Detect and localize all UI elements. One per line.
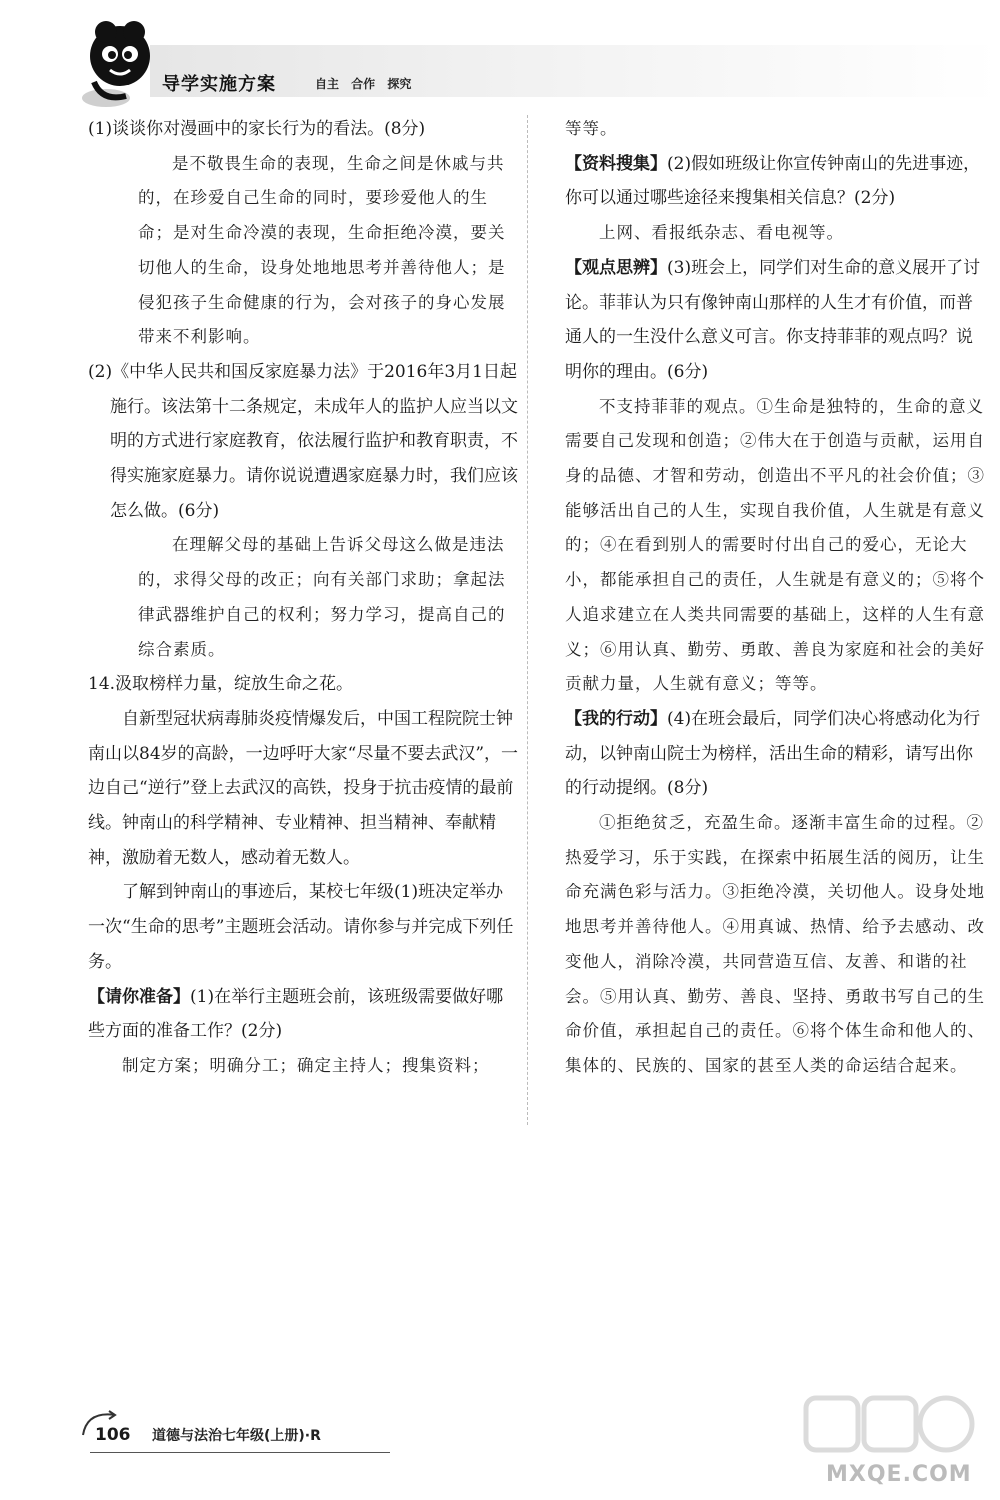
- task-1-tag: 【请你准备】: [88, 986, 190, 1007]
- question-1: (1)谈谈你对漫画中的家长行为的看法。(8分): [88, 119, 426, 139]
- mascot-icon: [72, 12, 164, 110]
- task-1: [88, 980, 520, 1049]
- task-2: [565, 147, 985, 216]
- watermark-site: MXQE.COM: [826, 1462, 972, 1487]
- header-subtitle: 自主 合作 探究: [315, 77, 412, 91]
- question-2: (2)《中华人民共和国反家庭暴力法》于2016年3月1日起施行。该法第十二条规定，未成年人的监护人应当以文明的方式进行家庭教育，依法履行监护和教育职责，不得实施家庭暴力。请你说说遭遇家庭暴力时，我们应该怎么做。(6分): [88, 361, 518, 521]
- task-3-text: (3)班会上，同学们对生命的意义展开了讨论。菲菲认为只有像钟南山那样的人生才有价值，而普通人的一生没什么意义可言。你支持菲菲的观点吗？说明你的理由。(6分): [565, 257, 981, 382]
- task-2-answer: 上网、看报纸杂志、看电视等。: [599, 223, 844, 243]
- task-4-tag: 【我的行动】: [565, 708, 667, 729]
- column-divider: [527, 115, 528, 1125]
- page-header: [0, 0, 1000, 110]
- task-4: [565, 702, 985, 806]
- continued-answer: 等等。: [565, 119, 618, 138]
- answer-1: 是不敬畏生命的表现，生命之间是休戚与共的，在珍爱自己生命的同时，要珍爱他人的生命；是对生命冷漠的表现，生命拒绝冷漠，要关切他人的生命，设身处地地思考并善待他人；是侵犯孩子生命健康的行为，会对孩子的身心发展带来不利影响。: [138, 153, 506, 347]
- task-4-answer: ①拒绝贫乏，充盈生命。逐渐丰富生命的过程。②热爱学习，乐于实践，在探索中拓展生活的阅历，让生命充满色彩与活力。③拒绝冷漠，关切他人。设身处地地思考并善待他人。④用真诚、热情、给予去感动、改变他人，消除冷漠，共同营造互信、友善、和谐的社会。⑤用认真、勤劳、善良、坚持、勇敢书写自己的生命价值，承担起自己的责任。⑥将个体生命和他人的、集体的、民族的、国家的甚至人类的命运结合起来。: [565, 813, 985, 1075]
- book-title: 道德与法治七年级(上册)·R: [152, 1428, 321, 1444]
- task-3-tag: 【观点思辨】: [565, 257, 667, 278]
- task-1-text: (1)在举行主题班会前，该班级需要做好哪些方面的准备工作？(2分): [88, 986, 504, 1042]
- task-4-text: (4)在班会最后，同学们决心将感动化为行动，以钟南山院士为榜样，活出生命的精彩，请写出你的行动提纲。(8分): [565, 708, 981, 799]
- task-2-text: (2)假如班级让你宣传钟南山的先进事迹，你可以通过哪些途径来搜集相关信息？(2分): [565, 153, 981, 209]
- answer-2: 在理解父母的基础上告诉父母这么做是违法的，求得父母的改正；向有关部门求助；拿起法律武器维护自己的权利；努力学习，提高自己的综合素质。: [138, 535, 506, 659]
- header-band: [150, 45, 1000, 97]
- task-2-tag: 【资料搜集】: [565, 153, 667, 174]
- question-14: 14.汲取榜样力量，绽放生命之花。: [88, 674, 354, 695]
- left-column: [88, 112, 520, 1084]
- task-3-answer: 不支持菲菲的观点。①生命是独特的，生命的意义需要自己发现和创造；②伟大在于创造与贡献，运用自身的品德、才智和劳动，创造出不平凡的社会价值；③能够活出自己的人生，实现自我价值，人生就是有意义的；④在看到别人的需要时付出自己的爱心，无论大小，都能承担自己的责任，人生就是有意义的；⑤将个人追求建立在人类共同需要的基础上，这样的人生有意义；⑥用认真、勤劳、勇敢、善良为家庭和社会的美好贡献力量，人生就有意义；等等。: [565, 396, 985, 694]
- footer-rule: [90, 1452, 390, 1453]
- task-3: [565, 251, 985, 390]
- header-title: 导学实施方案: [162, 74, 276, 95]
- page-number: 106: [95, 1425, 131, 1445]
- task-1-answer: 制定方案；明确分工；确定主持人；搜集资料；: [122, 1055, 490, 1075]
- task-paragraph: 了解到钟南山的事迹后，某校七年级(1)班决定举办一次“生命的思考”主题班会活动。请你参与并完成下列任务。: [88, 882, 514, 972]
- right-column: [565, 112, 985, 1084]
- intro-paragraph: 自新型冠状病毒肺炎疫情爆发后，中国工程院院士钟南山以84岁的高龄，一边呼吁大家“尽量不要去武汉”，一边自己“逆行”登上去武汉的高铁，投身于抗击疫情的最前线。钟南山的科学精神、专业精神、担当精神、奉献精神，激励着无数人，感动着无数人。: [88, 708, 519, 868]
